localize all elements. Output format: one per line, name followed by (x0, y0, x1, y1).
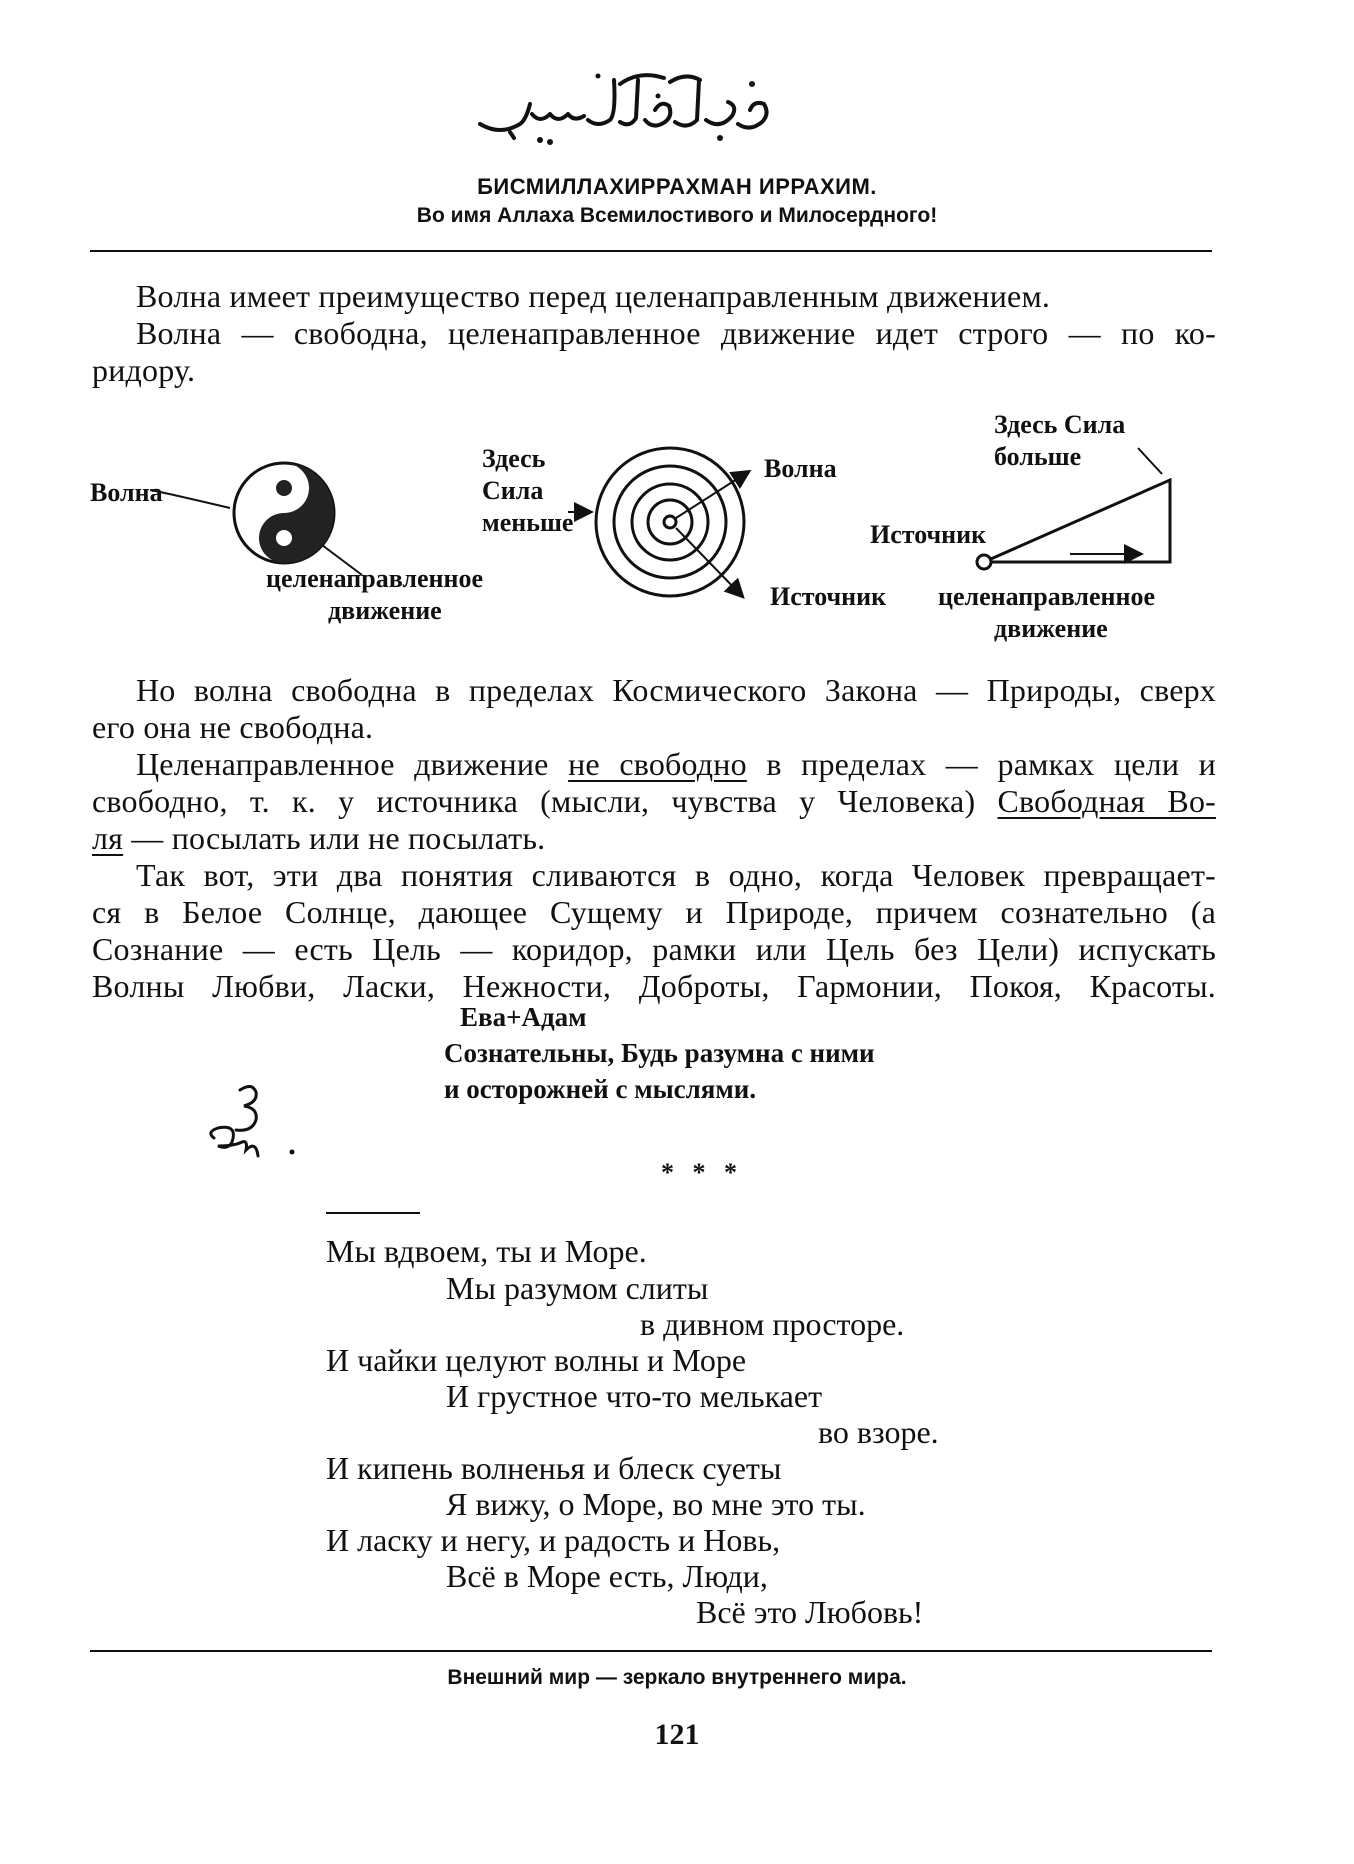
diagram (90, 410, 1230, 660)
section-separator: * * * (661, 1158, 743, 1187)
para-2-line-2-text: свободно, т. к. у источника (мысли, чувства у Человека) (92, 783, 998, 819)
para-2-underline-2b: ля (92, 820, 124, 856)
poem-line-7: И кипень волненья и блеск суеты (326, 1450, 782, 1486)
concentric-rings (568, 448, 748, 596)
para-2-text-b: в пределах — рамках цели и (746, 746, 1217, 782)
triangle-label-source: Источник (870, 520, 987, 549)
header-rule (90, 250, 1212, 252)
poem-line-4: И чайки целуют волны и Море (326, 1342, 747, 1378)
handwritten-signature-image (200, 1080, 310, 1170)
rings-label-here-1: Здесь (482, 444, 546, 473)
poem-rule (326, 1212, 420, 1214)
footer-motto: Внешний мир — зеркало внутреннего мира. (447, 1666, 907, 1689)
triangle-label-here-1: Здесь Сила (994, 410, 1126, 439)
calligraphy-image (470, 62, 780, 152)
para-2-underline-1: не свободно (568, 746, 747, 782)
signature-line-3: и осторожней с мыслями. (444, 1074, 757, 1104)
signature-line-2: Сознательны, Будь разумна с ними (444, 1038, 875, 1068)
intro-line-1: Волна имеет преимущество перед целенаправленным движением. (136, 278, 1051, 314)
para-3-line-4: Волны Любви, Ласки, Нежности, Доброты, Гармонии, Покоя, Красоты. (92, 968, 1216, 1004)
yin-yang-label-directed-2: движение (328, 596, 442, 625)
rings-label-source: Источник (770, 582, 887, 611)
poem-line-2: Мы разумом слиты (446, 1270, 709, 1306)
triangle-label-here-2: больше (994, 442, 1082, 471)
poem-line-6: во взоре. (818, 1414, 939, 1450)
poem-line-3: в дивном просторе. (640, 1306, 905, 1342)
footer-rule (90, 1650, 1212, 1652)
signature-line-1: Ева+Адам (460, 1002, 587, 1032)
para-3-line-3: Сознание — есть Цель — коридор, рамки или Цель без Цели) испускать (92, 931, 1216, 967)
poem-line-8: Я вижу, о Море, во мне это ты. (446, 1486, 866, 1522)
handwritten-signature (200, 1080, 310, 1170)
rings-label-here-3: меньше (482, 508, 574, 537)
para-2-line-3-text: — посылать или не посылать. (123, 820, 546, 856)
header-subtitle: Во имя Аллаха Всемилостивого и Милосердного! (416, 204, 938, 227)
poem-line-9: И ласку и негу, и радость и Новь, (326, 1522, 781, 1558)
yin-yang-symbol (150, 463, 362, 575)
yin-yang-label-directed-1: целенаправленное (266, 564, 484, 593)
poem-line-11: Всё это Любовь! (696, 1594, 924, 1630)
para-2-text-a: Целенаправленное движение (136, 746, 569, 782)
triangle-label-directed-1: целенаправленное (938, 582, 1156, 611)
poem-line-5: И грустное что-то мелькает (446, 1378, 823, 1414)
intro-line-3: ридору. (92, 352, 196, 388)
para-2-line-1 (136, 746, 1216, 782)
rings-label-wave: Волна (764, 454, 837, 483)
intro-line-2: Волна — свободна, целенаправленное движение идет строго — по ко- (136, 315, 1216, 351)
page-number: 121 (654, 1718, 700, 1751)
triangle-label-directed-2: движение (994, 614, 1108, 643)
para-1-line-2: его она не свободна. (92, 709, 374, 745)
para-2-underline-2a: Свободная Во- (997, 783, 1217, 819)
para-2-line-3 (92, 820, 545, 856)
poem-line-10: Всё в Море есть, Люди, (446, 1558, 768, 1594)
header-title: БИСМИЛЛАХИРРАХМАН ИРРАХИМ. (477, 174, 877, 199)
arabic-calligraphy (470, 62, 780, 152)
para-2-line-2 (92, 783, 1216, 819)
rings-label-here-2: Сила (482, 476, 544, 505)
yin-yang-label-wave: Волна (90, 478, 163, 507)
para-1-line-1: Но волна свободна в пределах Космического Закона — Природы, сверх (136, 672, 1216, 708)
para-3-line-2: ся в Белое Солнце, дающее Сущему и Природе, причем сознательно (а (92, 894, 1216, 930)
poem-line-1: Мы вдвоем, ты и Море. (326, 1233, 647, 1269)
para-3-line-1: Так вот, эти два понятия сливаются в одно, когда Человек превращает- (136, 857, 1216, 893)
